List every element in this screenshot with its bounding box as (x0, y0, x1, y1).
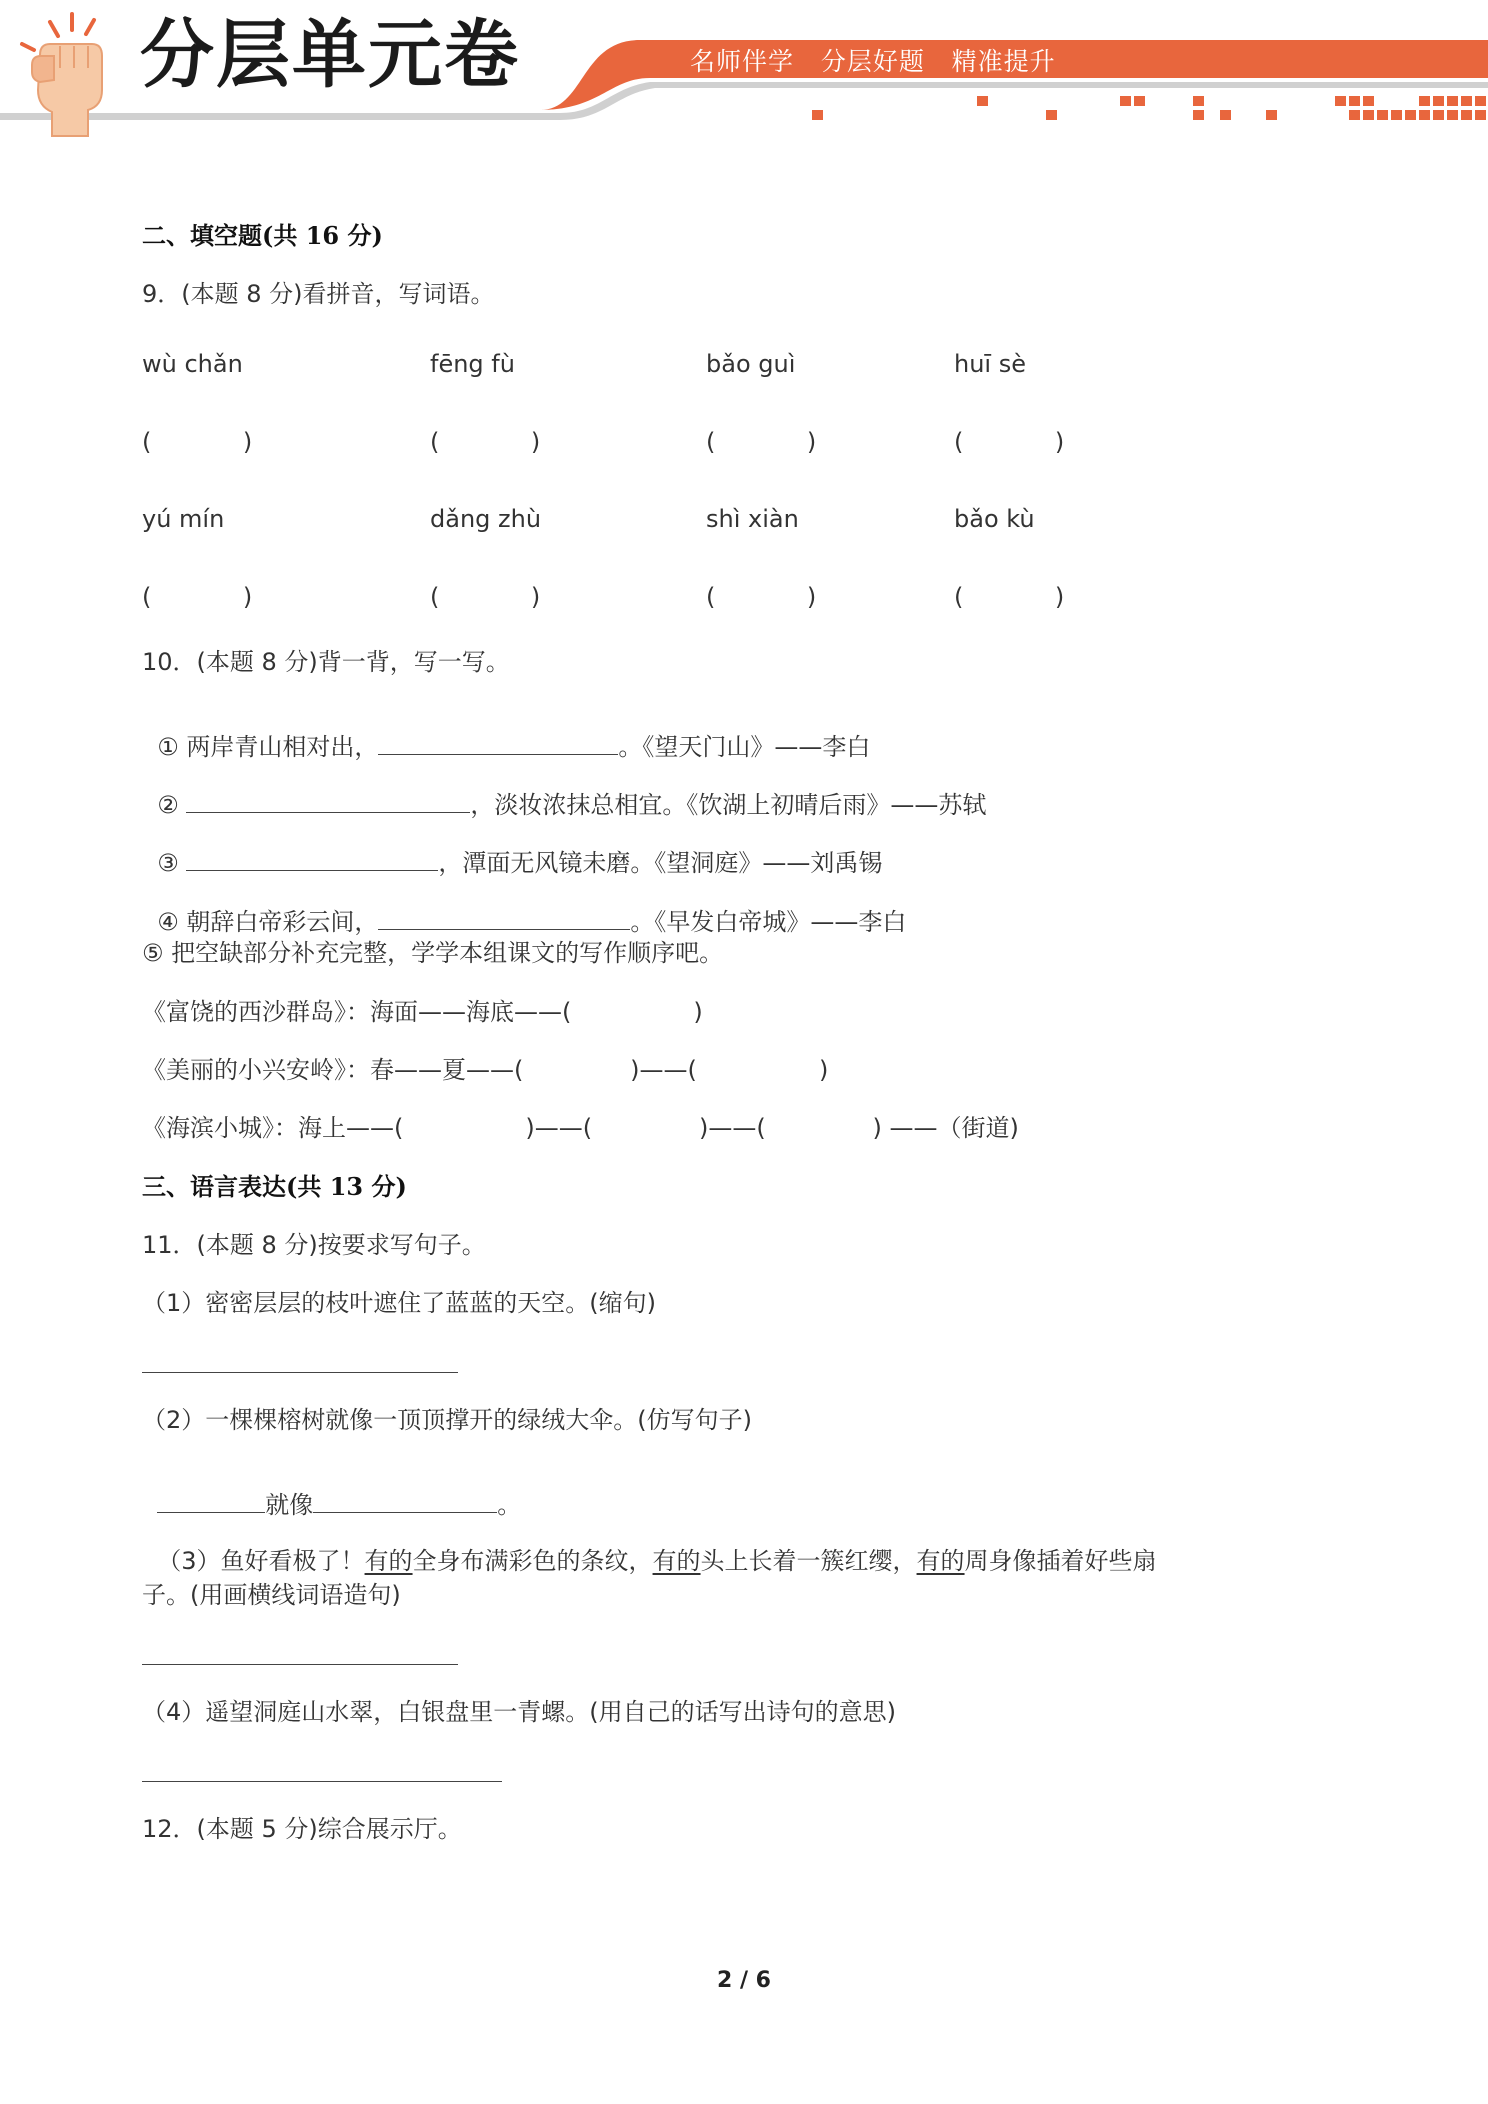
section-title-language: 三、语言表达(共 13 分) (142, 1172, 407, 1201)
instruction-line: ⑤ 把空缺部分补充完整，学学本组课文的写作顺序吧。 (142, 939, 724, 967)
page-number: 2 / 6 (717, 1968, 771, 1993)
writing-order-line[interactable]: 《美丽的小兴安岭》：春——夏——( )——( ) (142, 1056, 829, 1084)
poem-source: 。《望天门山》——李白 (618, 733, 871, 761)
answer-blank[interactable] (378, 732, 618, 755)
answer-paren[interactable]: ( ) (142, 583, 253, 611)
answer-blank[interactable] (378, 907, 630, 930)
sentence-task-3 (142, 1525, 1157, 1573)
fist-icon (10, 10, 130, 140)
header-slogan: 名师伴学 分层好题 精准提升 (690, 47, 1056, 76)
poem-text: ② (157, 791, 187, 819)
answer-line[interactable] (142, 1664, 458, 1665)
answer-paren[interactable]: ( ) (706, 428, 817, 456)
brand-title: 分层单元卷 (140, 12, 520, 98)
pinyin-item: dǎng zhù (430, 505, 542, 533)
question-9-stem: 9．(本题 8 分)看拼音，写词语。 (142, 280, 495, 308)
answer-line[interactable] (142, 1372, 458, 1373)
question-12-stem: 12．(本题 5 分)综合展示厅。 (142, 1815, 462, 1843)
pinyin-item: bǎo kù (954, 505, 1035, 533)
task-text: 全身布满彩色的条纹， (412, 1547, 653, 1575)
writing-order-line[interactable]: 《富饶的西沙群岛》：海面——海底——( ) (142, 998, 703, 1026)
answer-paren[interactable]: ( ) (954, 583, 1065, 611)
pinyin-item: wù chǎn (142, 350, 243, 378)
task-text: 头上长着一簇红缨， (700, 1547, 917, 1575)
imitation-word: 就像 (265, 1491, 314, 1519)
pinyin-item: yú mín (142, 505, 225, 533)
answer-blank[interactable] (186, 790, 470, 813)
pinyin-item: huī sè (954, 350, 1026, 378)
answer-blank[interactable] (186, 848, 438, 871)
answer-paren[interactable]: ( ) (430, 428, 541, 456)
question-11-stem: 11．(本题 8 分)按要求写句子。 (142, 1231, 486, 1259)
sentence-task-3-cont: 子。(用画横线词语造句) (142, 1581, 401, 1609)
answer-paren[interactable]: ( ) (430, 583, 541, 611)
poem-source: ，淡妆浓抹总相宜。《饮湖上初晴后雨》——苏轼 (470, 791, 987, 819)
answer-blank[interactable] (313, 1490, 497, 1513)
answer-paren[interactable]: ( ) (142, 428, 253, 456)
poem-line-2 (142, 766, 986, 817)
imitation-line (142, 1466, 521, 1517)
poem-text: ④ 朝辞白帝彩云间， (157, 908, 379, 936)
sentence-task-4: （4）遥望洞庭山水翠，白银盘里一青螺。(用自己的话写出诗句的意思) (142, 1698, 896, 1726)
pinyin-item: fēng fù (430, 350, 515, 378)
poem-source: 。《早发白帝城》——李白 (630, 908, 907, 936)
sentence-task-2: （2）一棵棵榕树就像一顶顶撑开的绿绒大伞。(仿写句子) (142, 1406, 752, 1434)
page-header (0, 0, 1488, 135)
sentence-task-1: （1）密密层层的枝叶遮住了蓝蓝的天空。(缩句) (142, 1289, 656, 1317)
section-title-fill-blank: 二、填空题(共 16 分) (142, 221, 383, 250)
answer-paren[interactable]: ( ) (954, 428, 1065, 456)
underlined-word: 有的 (652, 1547, 701, 1575)
poem-text: ③ (157, 849, 187, 877)
poem-source: ，潭面无风镜未磨。《望洞庭》——刘禹锡 (438, 849, 883, 877)
underlined-word: 有的 (916, 1547, 965, 1575)
task-text: 周身像插着好些扇 (964, 1547, 1157, 1575)
poem-line-1 (142, 708, 870, 759)
writing-order-line[interactable]: 《海滨小城》：海上——( )——( )——( ) ——（街道) (142, 1114, 1019, 1142)
pinyin-item: bǎo guì (706, 350, 796, 378)
answer-line[interactable] (142, 1781, 502, 1782)
answer-blank[interactable] (157, 1490, 265, 1513)
pinyin-item: shì xiàn (706, 505, 799, 533)
underlined-word: 有的 (364, 1547, 413, 1575)
poem-line-4 (142, 883, 906, 934)
imitation-end: 。 (497, 1491, 522, 1519)
answer-paren[interactable]: ( ) (706, 583, 817, 611)
question-10-stem: 10．(本题 8 分)背一背，写一写。 (142, 648, 510, 676)
task-text: （3）鱼好看极了！ (157, 1547, 365, 1575)
poem-text: ① 两岸青山相对出， (157, 733, 379, 761)
poem-line-3 (142, 824, 882, 875)
